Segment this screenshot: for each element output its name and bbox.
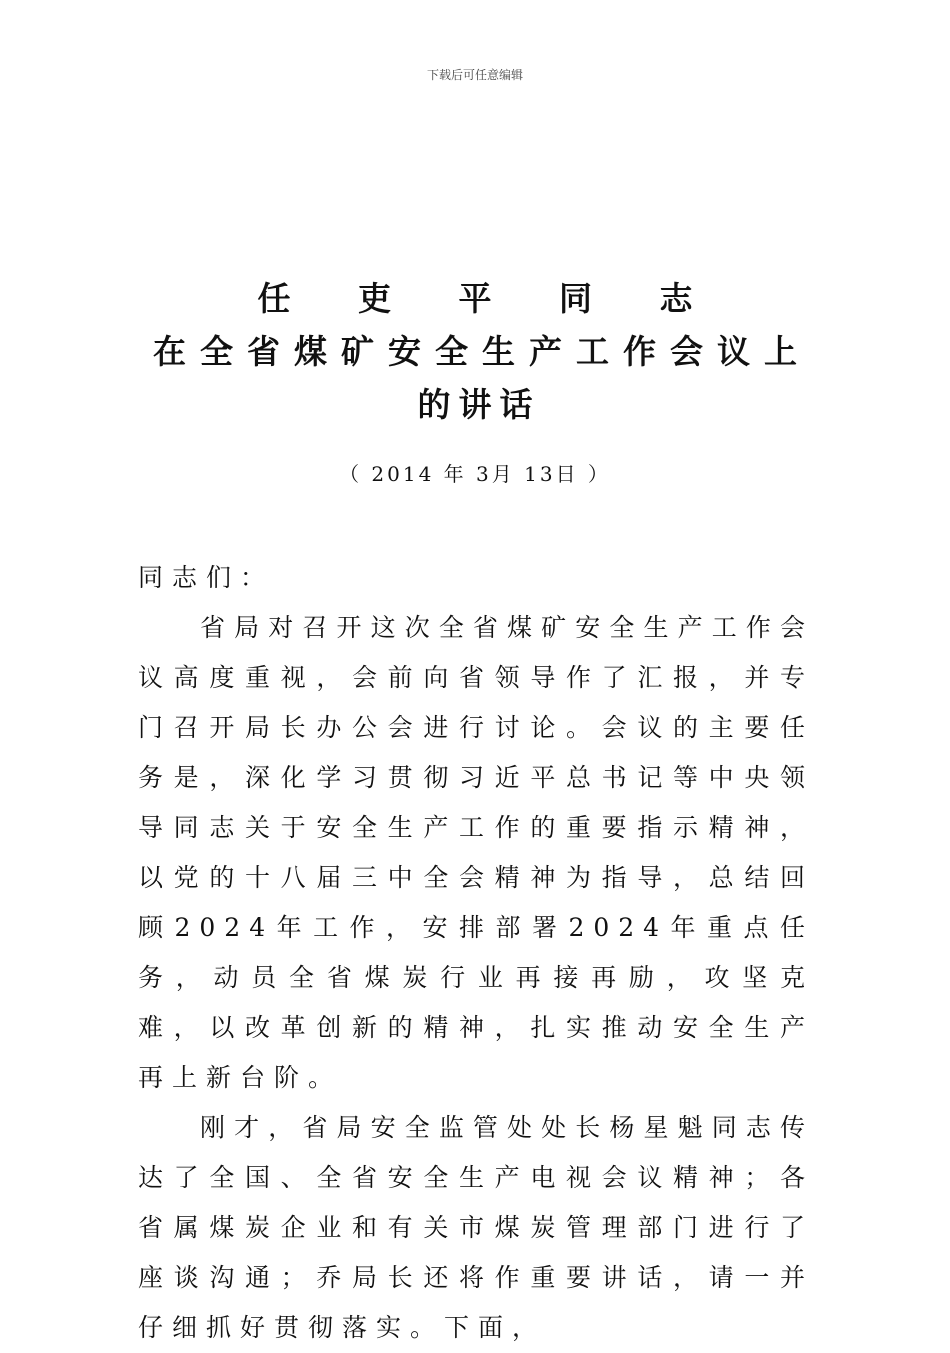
paragraph-2: 刚才，省局安全监管处处长杨星魁同志传达了全国、全省安全生产电视会议精神；各省属煤炭企业和有关市煤炭管理部门进行了座谈沟通；乔局长还将作重要讲话，请一并仔细抓好贯彻落实。下面， [138,1113,814,1342]
title-line-occasion: 在全省煤矿安全生产工作会议上 [153,332,811,371]
title-line-suffix: 的讲话 [417,385,541,424]
salutation: 同志们： [138,563,275,592]
paragraph-1: 省局对召开这次全省煤矿安全生产工作会议高度重视，会前向省领导作了汇报，并专门召开局长办公会进行讨论。会议的主要任务是，深化学习贯彻习近平总书记等中央领导同志关于安全生产工作的重要指示精神，以党的十八届三中全会精神为指导，总结回顾2024年工作，安排部署2024年重点任务，动员全省煤炭行业再接再励，攻坚克难，以改革创新的精神，扎实推动安全生产再上新台阶。 [138,613,814,1092]
speech-date: （ 2014 年 3月 13日 ） [339,462,611,486]
speech-body [138,553,814,1353]
speech-title [0,272,950,431]
header-note: 下载后可任意编辑 [426,68,523,82]
title-line-speaker: 任 吏 平 同 志 [257,279,721,318]
